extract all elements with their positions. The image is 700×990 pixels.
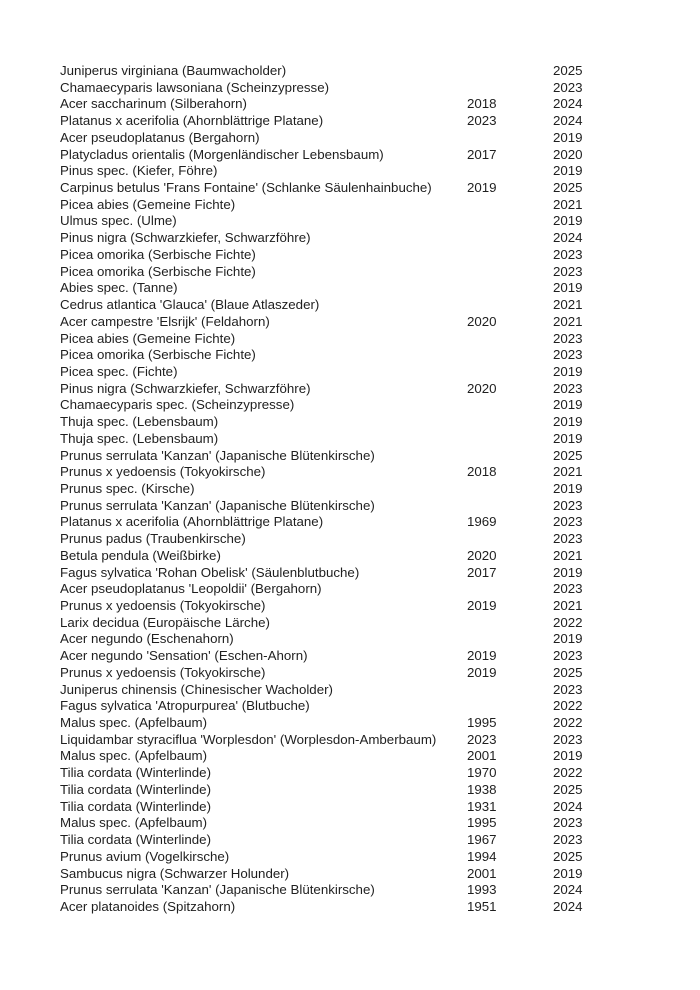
year-column-2: 2025 [553,180,583,196]
species-name: Sambucus nigra (Schwarzer Holunder) [60,865,290,881]
table-row [60,147,593,164]
table-row [60,113,593,130]
year-column-1: 2019 [467,180,497,196]
year-column-2: 2020 [553,146,583,162]
table-row [60,247,593,264]
year-column-2: 2025 [553,848,583,864]
species-name: Pinus nigra (Schwarzkiefer, Schwarzföhre) [60,380,311,396]
year-column-1 [467,63,553,80]
tree-list [60,63,593,916]
table-row [60,213,593,230]
year-column-1 [467,364,553,381]
year-column-2: 2019 [553,280,583,296]
year-column-2: 2023 [553,648,583,664]
year-column-1 [467,197,553,214]
year-column-2: 2023 [553,815,583,831]
year-column-1: 1993 [467,882,497,898]
year-column-2: 2019 [553,631,583,647]
species-name: Pinus nigra (Schwarzkiefer, Schwarzföhre) [60,230,311,246]
year-column-2: 2024 [553,798,583,814]
year-column-2: 2019 [553,865,583,881]
table-row [60,698,593,715]
year-column-2: 2019 [553,430,583,446]
species-name: Fagus sylvatica 'Rohan Obelisk' (Säulenblutbuche) [60,564,360,580]
year-column-1: 2001 [467,865,497,881]
table-row [60,448,593,465]
table-row [60,431,593,448]
table-row [60,832,593,849]
year-column-2: 2023 [553,581,583,597]
species-name: Tilia cordata (Winterlinde) [60,781,211,797]
table-row [60,397,593,414]
year-column-1: 2017 [467,146,497,162]
year-column-2: 2025 [553,664,583,680]
species-name: Betula pendula (Weißbirke) [60,547,221,563]
year-column-1: 2019 [467,598,497,613]
year-column-2: 2024 [553,882,583,898]
year-column-1: 1995 [467,815,497,831]
species-name: Acer negundo (Eschenahorn) [60,631,234,647]
species-name: Platycladus orientalis (Morgenländischer Lebensbaum) [60,146,384,162]
table-row [60,481,593,498]
year-column-1 [467,230,553,247]
year-column-1: 1967 [467,832,497,848]
table-row [60,230,593,247]
year-column-2: 2023 [553,347,583,363]
year-column-1 [467,531,553,548]
year-column-2: 2019 [553,748,583,764]
year-column-2: 2023 [553,681,583,697]
species-name: Chamaecyparis lawsoniana (Scheinzypresse) [60,79,330,95]
table-row [60,63,593,80]
year-column-1: 2020 [467,313,497,329]
species-name: Malus spec. (Apfelbaum) [60,715,208,731]
year-column-1: 2017 [467,564,497,580]
species-name: Prunus x yedoensis (Tokyokirsche) [60,598,266,613]
table-row [60,130,593,147]
species-name: Prunus padus (Traubenkirsche) [60,531,246,547]
species-name: Pinus spec. (Kiefer, Föhre) [60,163,218,179]
species-name: Prunus avium (Vogelkirsche) [60,848,230,864]
year-column-2: 2021 [553,313,583,329]
year-column-1 [467,581,553,598]
species-name: Platanus x acerifolia (Ahornblättrige Platane) [60,113,324,129]
year-column-2: 2023 [553,380,583,396]
year-column-2: 2023 [553,246,583,262]
species-name: Acer platanoides (Spitzahorn) [60,898,236,914]
table-row [60,882,593,899]
table-row [60,782,593,799]
species-name: Picea omorika (Serbische Fichte) [60,347,256,363]
species-name: Prunus serrulata 'Kanzan' (Japanische Blütenkirsche) [60,447,375,463]
year-column-1: 2020 [467,380,497,396]
species-name: Prunus spec. (Kirsche) [60,480,195,496]
year-column-1: 1931 [467,798,497,814]
table-row [60,514,593,531]
table-row [60,581,593,598]
species-name: Picea omorika (Serbische Fichte) [60,263,256,279]
year-column-2: 2021 [553,598,583,613]
year-column-1: 1995 [467,715,497,731]
table-row [60,280,593,297]
table-row [60,631,593,648]
species-name: Acer campestre 'Elsrijk' (Feldahorn) [60,313,270,329]
species-name: Carpinus betulus 'Frans Fontaine' (Schlanke Säulenhainbuche) [60,180,432,196]
year-column-1 [467,414,553,431]
year-column-2: 2021 [553,196,583,212]
year-column-1 [467,213,553,230]
year-column-1: 1994 [467,848,497,864]
table-row [60,598,593,615]
year-column-2: 2024 [553,113,583,129]
table-row [60,163,593,180]
year-column-2: 2019 [553,163,583,179]
table-row [60,665,593,682]
table-row [60,849,593,866]
species-name: Ulmus spec. (Ulme) [60,213,177,229]
species-name: Platanus x acerifolia (Ahornblättrige Platane) [60,514,324,530]
year-column-2: 2019 [553,480,583,496]
table-row [60,548,593,565]
table-row [60,364,593,381]
year-column-1 [467,682,553,699]
year-column-2: 2019 [553,213,583,229]
year-column-1: 1951 [467,898,497,914]
species-name: Prunus x yedoensis (Tokyokirsche) [60,664,266,680]
year-column-1: 2019 [467,648,497,664]
table-row [60,331,593,348]
species-name: Cedrus atlantica 'Glauca' (Blaue Atlaszeder) [60,297,320,313]
year-column-2: 2023 [553,79,583,95]
year-column-2: 2024 [553,898,583,914]
year-column-2: 2022 [553,614,583,630]
species-name: Liquidambar styraciflua 'Worplesdon' (Worplesdon-Amberbaum) [60,731,437,747]
year-column-1 [467,264,553,281]
table-row [60,264,593,281]
year-column-1 [467,448,553,465]
year-column-2: 2019 [553,564,583,580]
species-name: Prunus x yedoensis (Tokyokirsche) [60,464,266,480]
year-column-1: 2020 [467,547,497,563]
year-column-1 [467,698,553,715]
year-column-2: 2021 [553,547,583,563]
year-column-2: 2023 [553,263,583,279]
table-row [60,531,593,548]
year-column-2: 2022 [553,765,583,781]
year-column-2: 2019 [553,129,583,145]
year-column-2: 2024 [553,230,583,246]
species-name: Picea abies (Gemeine Fichte) [60,196,236,212]
year-column-2: 2019 [553,363,583,379]
species-name: Tilia cordata (Winterlinde) [60,765,211,781]
table-row [60,498,593,515]
table-row [60,464,593,481]
year-column-2: 2022 [553,698,583,714]
year-column-1 [467,247,553,264]
table-row [60,414,593,431]
species-name: Prunus serrulata 'Kanzan' (Japanische Blütenkirsche) [60,497,375,513]
year-column-2: 2025 [553,447,583,463]
species-name: Abies spec. (Tanne) [60,280,178,296]
table-row [60,866,593,883]
species-name: Larix decidua (Europäische Lärche) [60,614,270,630]
species-name: Chamaecyparis spec. (Scheinzypresse) [60,397,295,413]
table-row [60,682,593,699]
table-row [60,899,593,916]
table-row [60,615,593,632]
species-name: Malus spec. (Apfelbaum) [60,748,208,764]
year-column-2: 2024 [553,96,583,112]
year-column-1: 2018 [467,96,497,112]
year-column-1 [467,80,553,97]
species-name: Tilia cordata (Winterlinde) [60,798,211,814]
year-column-1 [467,280,553,297]
year-column-2: 2023 [553,514,583,530]
species-name: Thuja spec. (Lebensbaum) [60,414,219,430]
table-row [60,715,593,732]
table-row [60,815,593,832]
year-column-1 [467,397,553,414]
year-column-1: 1938 [467,781,497,797]
species-name: Juniperus virginiana (Baumwacholder) [60,63,287,78]
year-column-1 [467,347,553,364]
year-column-1: 2023 [467,113,497,129]
species-name: Fagus sylvatica 'Atropurpurea' (Blutbuche) [60,698,310,714]
year-column-2: 2019 [553,414,583,430]
year-column-2: 2023 [553,330,583,346]
table-row [60,297,593,314]
table-row [60,732,593,749]
table-row [60,180,593,197]
table-row [60,96,593,113]
year-column-2: 2023 [553,832,583,848]
year-column-2: 2025 [553,781,583,797]
species-name: Acer negundo 'Sensation' (Eschen-Ahorn) [60,648,308,664]
year-column-1 [467,163,553,180]
year-column-1: 2023 [467,731,497,747]
species-name: Acer saccharinum (Silberahorn) [60,96,247,112]
year-column-2: 2019 [553,397,583,413]
table-row [60,314,593,331]
year-column-1 [467,431,553,448]
year-column-2: 2025 [553,63,583,78]
table-row [60,748,593,765]
species-name: Picea omorika (Serbische Fichte) [60,246,256,262]
table-row [60,347,593,364]
year-column-2: 2021 [553,297,583,313]
year-column-2: 2022 [553,715,583,731]
year-column-1 [467,615,553,632]
species-name: Picea abies (Gemeine Fichte) [60,330,236,346]
year-column-1 [467,297,553,314]
species-name: Picea spec. (Fichte) [60,363,178,379]
species-name: Acer pseudoplatanus 'Leopoldii' (Bergahorn) [60,581,322,597]
year-column-1: 1970 [467,765,497,781]
species-name: Malus spec. (Apfelbaum) [60,815,208,831]
species-name: Prunus serrulata 'Kanzan' (Japanische Blütenkirsche) [60,882,375,898]
species-name: Juniperus chinensis (Chinesischer Wacholder) [60,681,333,697]
table-row [60,765,593,782]
species-name: Thuja spec. (Lebensbaum) [60,430,219,446]
year-column-1 [467,481,553,498]
year-column-1: 2019 [467,664,497,680]
table-row [60,197,593,214]
table-row [60,381,593,398]
year-column-1: 2018 [467,464,497,480]
year-column-2: 2023 [553,531,583,547]
year-column-2: 2023 [553,497,583,513]
species-name: Tilia cordata (Winterlinde) [60,832,211,848]
year-column-1 [467,130,553,147]
year-column-1 [467,331,553,348]
year-column-2: 2021 [553,464,583,480]
table-row [60,565,593,582]
table-row [60,799,593,816]
species-name: Acer pseudoplatanus (Bergahorn) [60,129,260,145]
year-column-1: 1969 [467,514,497,530]
year-column-1: 2001 [467,748,497,764]
table-row [60,80,593,97]
year-column-1 [467,631,553,648]
year-column-2: 2023 [553,731,583,747]
year-column-1 [467,498,553,515]
table-row [60,648,593,665]
